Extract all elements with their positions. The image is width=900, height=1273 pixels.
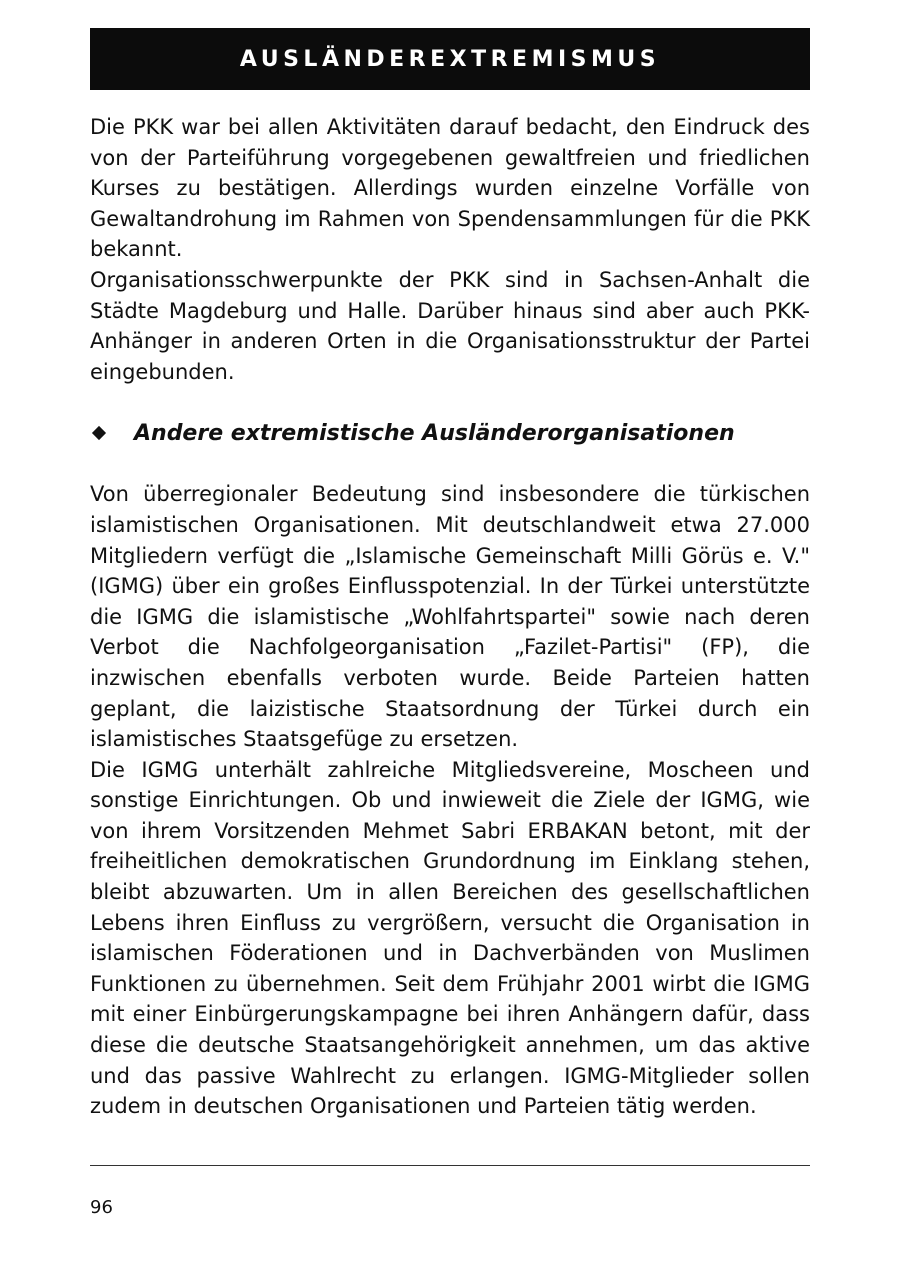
diamond-bullet-icon bbox=[92, 426, 106, 440]
paragraph-islamist-organisations: Von überregionaler Bedeutung sind insbesondere die türkischen islamistischen Organisationen. Mit deutschlandweit etwa 27.000 Mitgliedern verfügt die „Islamische Gemeinschaft Milli Görüs e. V." (IGMG) über ein großes Einflusspotenzial. In der Türkei unterstützte die IGMG die islamistische „Wohlfahrtspartei" sowie nach deren Verbot die Nachfolgeorganisation „Fazilet-Partisi" (FP), die inzwischen ebenfalls verboten wurde. Beide Parteien hatten geplant, die laizistische Staatsordnung der Türkei durch ein islamistisches Staatsgefüge zu ersetzen. bbox=[90, 482, 810, 752]
footer-divider bbox=[90, 1165, 810, 1166]
paragraph-pkk-organisation: Organisationsschwerpunkte der PKK sind in Sachsen-Anhalt die Städte Magdeburg und Halle. Darüber hinaus sind aber auch PKK-Anhänger in anderen Orten in die Organisationsstruktur der Partei eingebunden. bbox=[90, 267, 810, 384]
chapter-header-bar bbox=[90, 28, 810, 90]
section-heading-text: Andere extremistische Ausländerorganisationen bbox=[134, 420, 735, 446]
page-body bbox=[90, 112, 810, 1122]
paragraph-igmg-activities: Die IGMG unterhält zahlreiche Mitgliedsvereine, Moscheen und sonstige Einrichtungen. Ob und inwieweit die Ziele der IGMG, wie von ihrem Vorsitzenden Mehmet Sabri ERBAKAN betont, mit der freiheitlichen demokratischen Grundordnung im Einklang stehen, bleibt abzuwarten. Um in allen Bereichen des gesellschaftlichen Lebens ihren Einfluss zu vergrößern, versucht die Organisation in islamischen Föderationen und in Dachverbänden von Muslimen Funktionen zu übernehmen. Seit dem Frühjahr 2001 wirbt die IGMG mit einer Einbürgerungskampagne bei ihren Anhängern dafür, dass diese die deutsche Staatsangehörigkeit annehmen, um das aktive und das passive Wahlrecht zu erlangen. IGMG-Mitglieder sollen zudem in deutschen Organisationen und Parteien tätig werden. bbox=[90, 757, 810, 1119]
section-heading bbox=[90, 417, 810, 449]
page-number: 96 bbox=[90, 1197, 113, 1218]
paragraph-pkk-activities: Die PKK war bei allen Aktivitäten darauf bedacht, den Eindruck des von der Parteiführung vorgegebenen gewaltfreien und friedlichen Kurses zu bestätigen. Allerdings wurden einzelne Vorfälle von Gewaltandrohung im Rahmen von Spendensammlungen für die PKK bekannt. bbox=[90, 115, 810, 262]
chapter-title: AUSLÄNDEREXTREMISMUS bbox=[239, 46, 661, 72]
